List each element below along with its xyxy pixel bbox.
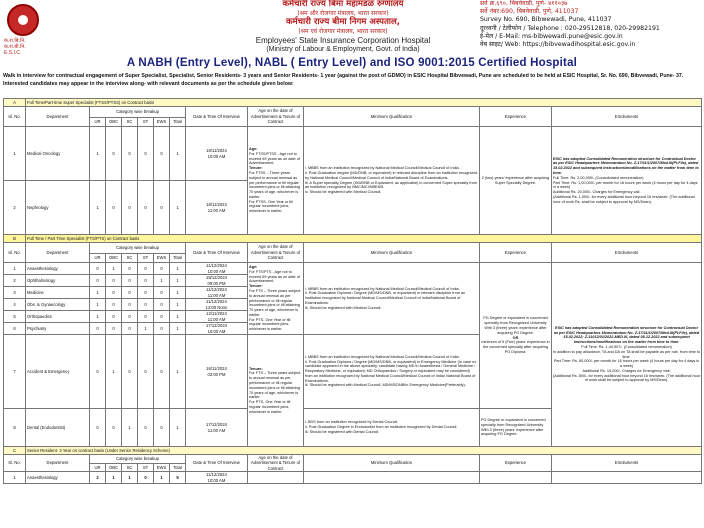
cell-sno: 1: [4, 472, 26, 484]
esic-logo: [7, 4, 39, 36]
cell-st: 0: [138, 409, 154, 447]
cell-age-tenure: [248, 127, 304, 235]
table-row: [4, 472, 702, 484]
cell-ews: 0: [154, 335, 170, 409]
section-title: Senior Resident- 3 Year on contract basis (Under Senior Residency Scheme): [26, 447, 702, 455]
cell-sc: 0: [122, 275, 138, 287]
column-header-row: [4, 243, 702, 254]
col-total: Total: [170, 118, 186, 127]
col-date-time: Date & Time Of Interview: [186, 243, 248, 263]
cell-sno: 7: [4, 335, 26, 409]
col-total: Total: [170, 464, 186, 472]
address-block: [480, 0, 702, 49]
col-ews: EWS: [154, 118, 170, 127]
cell-date-time: [186, 275, 248, 287]
cell-obc: 0: [106, 323, 122, 335]
cell-date-time: [186, 409, 248, 447]
intro-text: Walk in interview for contractual engagement of Super Specialist, Specialist, Senior Residents- 3 years and Senior Residents- 1 year (against the post of GDMO) in ESIC Hospital Bibvewadi, Pune are scheduled to be held at ESIC Hospital, Sr. No. 690, Bibvewadi, Pune- 37. Interested candidates may appear in the interview along- with relevant documents as per the schedule given below:: [3, 73, 684, 87]
tenure-pts: For PTS- One Year or till regular incumbent joins, whichever is earlier.: [249, 317, 291, 332]
interview-time: 11:00 AM: [207, 427, 226, 433]
cell-qualification: i. BDS from an institution recognized by Dental Council. ii. Post Graduation Degree in Endodontist from an institution recognized by Dental Council. iii. Should be registered with Dental Council.: [304, 409, 480, 447]
cell-st: 0: [138, 311, 154, 323]
emoluments-note: ESIC has adopted Consolidated Remuneration structure for Contractual Doctor as per ESIC Headquarters Memorandum No. Z-17/11/1/2007/Med.III(Pt.File), dated 15.02.2022; Z-11012/01/2022-MED.III, dated 08.12.2022 and subsequent instructions/modifications on the matter from time to time.: [553, 325, 700, 345]
cell-date-time: [186, 287, 248, 299]
cell-total: 1: [170, 323, 186, 335]
emoluments-full-time: Full Time: Rs. 1,44,907/- (Consolidated remuneration): [581, 344, 672, 349]
cell-obc: 0: [106, 311, 122, 323]
cell-total: 1: [170, 409, 186, 447]
cell-obc: 0: [106, 409, 122, 447]
cell-obc: 1: [106, 472, 122, 484]
cell-obc: 1: [106, 335, 122, 409]
tenure-ptss: For PTSS- One Year or till regular incumbent joins, whichever is earlier.: [249, 199, 293, 214]
tenure-heading: Tenure:: [249, 366, 263, 371]
section-c-header: [4, 447, 702, 455]
interview-date: 11/12/2024: [206, 287, 227, 293]
cell-obc: 0: [106, 181, 122, 235]
letterhead-center: [212, 0, 474, 54]
hindi-line-1: कर्मचारी राज्य बिमा महामंडळ रुग्णालय: [282, 0, 404, 9]
cell-date-time: [186, 127, 248, 181]
cell-sno: 8: [4, 409, 26, 447]
cell-date-time: [186, 263, 248, 275]
tenure-ftss: For FTSS – Three years subject to annual renewal as per performance or till regular incumbent joins or till attaining 70 years of age, whichever is earlier.: [249, 170, 300, 199]
cell-department: Anaesthesiology: [26, 263, 90, 275]
address-line: सर्वे क्र.६९०, बिबवेवाडी, पुणे- ४११०३७: [480, 0, 568, 7]
interview-time: 09:00 PM: [207, 280, 226, 286]
cell-obc: 0: [106, 127, 122, 181]
interview-time: 10:00 AM: [207, 153, 226, 159]
cell-age-tenure: [248, 335, 304, 447]
cell-ur: 1: [90, 299, 106, 311]
cell-department: Ophthalmology: [26, 275, 90, 287]
cell-ews: 0: [154, 299, 170, 311]
col-obc: OBC: [106, 254, 122, 263]
cell-ews: 1: [154, 472, 170, 484]
cell-obc: 1: [106, 263, 122, 275]
col-sno: Sl. No.: [4, 455, 26, 472]
cell-sc: 0: [122, 287, 138, 299]
col-st: ST: [138, 254, 154, 263]
col-sno: Sl. No.: [4, 243, 26, 263]
col-age: Age on the date of Advertisement & Tenure of Contract: [248, 243, 304, 263]
cell-department: Accident & Emergency: [26, 335, 90, 409]
interview-date: 18/11/2024: [206, 202, 227, 208]
age-heading: Age:: [249, 264, 258, 269]
col-obc: OBC: [106, 118, 122, 127]
cell-sno: 4: [4, 299, 26, 311]
col-sno: Sl. No.: [4, 107, 26, 127]
interview-time: 11:00 AM: [207, 207, 226, 213]
english-ministry: (Ministry of Labour & Employment, Govt. of India): [266, 46, 420, 53]
section-title: Full Time/Part-time Super Specialist (FTSS/PTSS) on Contract basis: [26, 99, 702, 107]
emoluments-additional-hour: (Additional Rs. 1,000/- for every additional hour beyond 16 hrs/week. (The additional hour of work Rs. shall be subject to approval by MS/Dean).: [553, 194, 695, 204]
cell-ews: 1: [154, 275, 170, 287]
cell-ur: 0: [90, 275, 106, 287]
col-category: Category wise breakup: [90, 107, 186, 118]
cell-sc: 0: [122, 263, 138, 275]
cell-department: Medicine: [26, 287, 90, 299]
emoluments-additional: Additional Rs. 20,000/- Charges for Emergency call.: [553, 190, 641, 195]
col-experience: Experience: [480, 455, 552, 472]
column-header-row: [4, 107, 702, 118]
cell-department: Orthopaedics: [26, 311, 90, 323]
tenure-heading: Tenure:: [249, 166, 263, 171]
col-department: Department: [26, 243, 90, 263]
col-experience: Experience: [480, 107, 552, 127]
interview-date: 17/12/2024: [206, 323, 227, 329]
age-text: For FTSS/PTSS - Age not to exceed 69 years as on date of Advertisement.: [249, 151, 300, 166]
cell-st: 0: [138, 263, 154, 275]
cell-st: 0: [138, 181, 154, 235]
tenure-fts: For FTS – Three years subject to annual renewal as per performance or till regular incumbent joins or till attaining 70 years of age, whichever is earlier.: [249, 288, 301, 317]
cell-qualification: i. MBBS from an institution recognized by National Medical Council/Medical Council of India. ii. Post Graduation Diploma / Degree (MD/MS/DNB, or equivalent) in relevant discipline from an institution recognized by National Medical Council/Medical Council of India/National Board of Examinations. iii. Should be registered with Medical Council.: [304, 263, 480, 335]
cell-ews: 0: [154, 287, 170, 299]
cell-department: Dental (Endodontist): [26, 409, 90, 447]
cell-st: 0: [138, 275, 154, 287]
cell-sc: 1: [122, 472, 138, 484]
tenure-heading: Tenure:: [249, 284, 263, 289]
cell-ews: 0: [154, 181, 170, 235]
tenure-fts: For FTS – Three years subject to annual renewal as per performance or till regular incumbent joins or till attaining 70 years of age, whichever is earlier.: [249, 371, 301, 400]
cell-sc: 0: [122, 323, 138, 335]
cell-total: 1: [170, 287, 186, 299]
cell-sno: 2: [4, 275, 26, 287]
cell-emoluments: [552, 263, 702, 447]
cell-sc: 0: [122, 127, 138, 181]
column-header-row: [4, 455, 702, 464]
cell-ur: 1: [90, 311, 106, 323]
logo-caption-hi2: क.रा.बी.नि.: [4, 44, 26, 50]
col-date-time: Date & Time Of Interview: [186, 455, 248, 472]
cell-date-time: [186, 472, 248, 484]
cell-sc: 0: [122, 299, 138, 311]
cell-sno: 5: [4, 311, 26, 323]
emoluments-note: ESIC has adopted Consolidated Remuneration structure for Contractual Doctor as per ESIC Headquarters Memorandum No. Z-17/11/1/2007/Med.III(Pt.File), dated 15.02.2022 and subsequent instructions/modifications on the matter from time to time.: [553, 156, 699, 175]
interview-date: 11/12/2024: [206, 263, 227, 269]
cell-qualification: [304, 472, 480, 484]
col-ur: UR: [90, 464, 106, 472]
telephone-line: दूरध्वनी / टेलीफोन / Telephone : 020-29512818, 020-29982191: [480, 24, 660, 32]
cell-ur: 0: [90, 335, 106, 409]
col-ews: EWS: [154, 464, 170, 472]
col-category: Category wise breakup: [90, 243, 186, 254]
cell-total: 1: [170, 181, 186, 235]
cell-department: Anaesthesiology: [26, 472, 90, 484]
col-category: Category wise breakup: [90, 455, 186, 464]
experience-or: OR: [512, 335, 519, 340]
col-st: ST: [138, 118, 154, 127]
section-letter: A: [4, 99, 26, 107]
cell-st: 0: [138, 472, 154, 484]
col-sc: SC: [122, 118, 138, 127]
col-ur: UR: [90, 118, 106, 127]
interview-date: 17/12/2024: [206, 422, 227, 428]
col-age: Age on the date of Advertisement & Tenure of Contract: [248, 107, 304, 127]
col-emoluments: Emoluments: [552, 243, 702, 263]
cell-total: 5: [170, 472, 186, 484]
cell-ur: 0: [90, 263, 106, 275]
col-qualification: Minimum Qualification: [304, 243, 480, 263]
cell-age-tenure: [248, 472, 304, 484]
emoluments-additional: Additional Rs. 15,000/- Charges for Emergency visit.: [582, 368, 671, 373]
cell-department: Medical Oncology: [26, 127, 90, 181]
cell-st: 0: [138, 287, 154, 299]
tenure-pts: For PTS- One Year or till regular incumbent joins, whichever is earlier.: [249, 400, 291, 414]
cell-obc: 0: [106, 287, 122, 299]
interview-date: 11/12/2024: [206, 472, 227, 478]
cell-sno: 1: [4, 127, 26, 181]
vacancy-table: [3, 98, 702, 484]
col-emoluments: Emoluments: [552, 455, 702, 472]
cell-department: Nephrology: [26, 181, 90, 235]
cell-qualification: i. MBBS from an institution recognized by National Medical Council/Medical Council of India. ii. Post Graduation Diploma / Degree (MD/MS/DNB, or equivalent) in Emergency Medicine (In case no candidate appeared in the above speciality, candidate having MD in Anaesthesia / General Medicine / Respiratory Medicine, or equivalent; MD Orthopaedics / Surgery or equivalent may be considered) from an institution recognized by National Medical Council/Medical Council of India/ National Board of Examinations. iii. Should be registered with Medical Council. MD/MS/DNB/In Emergency Medicine(Preferably).: [304, 335, 480, 409]
hindi-line-2: (श्रम और रोजगार मंत्रालय, भारत सरकार): [297, 10, 389, 17]
cell-experience: 2 (two) years' experience after acquiring Super Specialty Degree.: [480, 127, 552, 235]
cell-total: 1: [170, 335, 186, 409]
cell-experience: [480, 472, 552, 484]
experience-alt: minimum of 5 (Five) years' experience in the concerned specialty after acquiring PG Diploma.: [481, 340, 550, 354]
cell-sno: 2: [4, 181, 26, 235]
cell-total: 1: [170, 299, 186, 311]
interview-time: 11:00 AM: [207, 292, 226, 298]
address-line: Survey No. 690, Bibwewadi, Pune, 411037: [480, 16, 612, 24]
cell-date-time: [186, 299, 248, 311]
table-row: [4, 263, 702, 275]
cell-ews: 0: [154, 127, 170, 181]
cell-st: 0: [138, 299, 154, 311]
cell-obc: 0: [106, 275, 122, 287]
cell-department: Obs. & Gynaecology: [26, 299, 90, 311]
cell-date-time: [186, 311, 248, 323]
cell-experience: [480, 263, 552, 409]
cell-ur: 1: [90, 127, 106, 181]
section-letter: C: [4, 447, 26, 455]
cell-ews: 0: [154, 409, 170, 447]
interview-time: 10:00 AM: [207, 477, 226, 483]
interview-date: 16/11/2024: [206, 366, 227, 372]
emoluments-part-time: Part Time: Rs. 60,000/- per month for 16 hours per week (4 hours per day for 4 days in a week): [553, 359, 700, 369]
email-line: ई-मेल / E-Mail: ms-bibwewadi.pune@esic.gov.in: [480, 32, 623, 40]
cell-emoluments: [552, 127, 702, 235]
cell-sc: 0: [122, 181, 138, 235]
interview-time: 02:00 PM: [207, 371, 226, 377]
logo-caption-en: E.S.I.C.: [4, 50, 22, 56]
cell-ews: 0: [154, 263, 170, 275]
section-title: Full Time / Part Time Specialist (FTS/PTS) on Contract basis: [26, 235, 702, 243]
interview-time: 11:00 AM: [207, 316, 226, 322]
col-total: Total: [170, 254, 186, 263]
cell-ur: 0: [90, 409, 106, 447]
website-line: वेब साइट/ Web: https://bibvewadihospital.esic.gov.in: [480, 41, 636, 49]
cell-ur: 2: [90, 472, 106, 484]
col-st: ST: [138, 464, 154, 472]
cell-ur: 1: [90, 181, 106, 235]
col-obc: OBC: [106, 464, 122, 472]
table-row: [4, 127, 702, 181]
interview-date: 11/12/2024: [206, 299, 227, 305]
cell-emoluments: [552, 472, 702, 484]
emoluments-part-time: Part Time: Rs. 1,00,000/- per month for 16 hours per week (4 hours per day for 4 days in a week): [553, 180, 698, 190]
cell-st: 0: [138, 335, 154, 409]
col-sc: SC: [122, 464, 138, 472]
cell-total: 1: [170, 275, 186, 287]
emoluments-full-time: Full Time: Rs. 2,00,000/- (Consolidated remuneration): [553, 175, 644, 180]
col-qualification: Minimum Qualification: [304, 107, 480, 127]
cell-experience: PG Degree or equivalent in concerned specialty from Recognized University With 3 (three) years' experience after acquiring PG Degree.: [480, 409, 552, 447]
hindi-line-4: (श्रम एवं रोजगार मंत्रालय, भारत सरकार): [298, 28, 388, 35]
interview-date: 12/11/2024: [206, 311, 227, 317]
cell-date-time: [186, 335, 248, 409]
cell-st: 1: [138, 323, 154, 335]
hindi-line-3: कर्मचारी राज्य बीमा निगम अस्पताल,: [286, 17, 400, 27]
cell-sno: 3: [4, 287, 26, 299]
col-sc: SC: [122, 254, 138, 263]
emoluments-full-time-extra: In addition to pay allowance, TA and DA on TA shall be payable as per rule, from time to time.: [553, 349, 701, 359]
cell-total: 1: [170, 311, 186, 323]
section-a-header: [4, 99, 702, 107]
cell-qualification: i. MBBS from an institution recognized by National Medical Council/Medical Council of India. ii. Post Graduation degree (MD/DNB, or equivalent) in relevant discipline from an institution recognized by National Medical Council/Medical Council of India/National Board of Examinations. iii. A Super specialty Degree (DM/DNB or Equivalent, as applicable) in concerned Super-specialty from an institution recognized by NMC/MCI/NBEMS. iv. Should be registered with Medical Council.: [304, 127, 480, 235]
cell-age-tenure: [248, 263, 304, 335]
col-department: Department: [26, 107, 90, 127]
cell-sc: 0: [122, 335, 138, 409]
letterhead: [0, 0, 704, 74]
interview-time: 10:00 AM: [207, 328, 226, 334]
cell-date-time: [186, 323, 248, 335]
col-ews: EWS: [154, 254, 170, 263]
cell-sno: 1: [4, 263, 26, 275]
col-emoluments: Emoluments: [552, 107, 702, 127]
cell-obc: 0: [106, 299, 122, 311]
english-title: Employees' State Insurance Corporation Hospital: [255, 36, 431, 45]
age-text: For FTS/PTS - Age not to exceed 69 years as on date of Advertisement.: [249, 269, 300, 284]
col-age: Age on the date of Advertisement & Tenure of Contract: [248, 455, 304, 472]
interview-date: 19/12/2024: [206, 275, 227, 281]
col-qualification: Minimum Qualification: [304, 455, 480, 472]
interview-time: 12:00 Noon: [205, 304, 228, 310]
cell-department: Psychiatry: [26, 323, 90, 335]
cell-total: 1: [170, 263, 186, 275]
col-ur: UR: [90, 254, 106, 263]
cell-ur: 0: [90, 323, 106, 335]
cell-ews: 0: [154, 323, 170, 335]
cell-sno: 6: [4, 323, 26, 335]
col-department: Department: [26, 455, 90, 472]
emoluments-additional-hour: (Additional Rs. 800/- for every additional hour beyond 16 hrs/week. (The additional hour of work shall be subject to approval by MS/Dean).: [553, 373, 701, 383]
cell-total: 1: [170, 127, 186, 181]
col-experience: Experience: [480, 243, 552, 263]
cell-sc: 0: [122, 311, 138, 323]
col-date-time: Date & Time Of Interview: [186, 107, 248, 127]
cell-st: 0: [138, 127, 154, 181]
experience-text: PG Degree or equivalent in concerned specialty from Recognized University With 3 (three) years' experience after acquiring PG Degree.: [483, 316, 548, 335]
age-heading: Age:: [249, 146, 258, 151]
cell-date-time: [186, 181, 248, 235]
cell-ews: 0: [154, 311, 170, 323]
interview-date: 18/11/2024: [206, 148, 227, 154]
certification-banner: A NABH (Entry Level), NABL ( Entry Level) and ISO 9001:2015 Certified Hospital: [126, 57, 578, 69]
interview-time: 10:00 AM: [207, 268, 226, 274]
logo-caption-hi: क.रा.बि.नि.: [4, 38, 26, 44]
address-line: सर्वे नंबर:690, बिबवेवाडी, पुणे, 411037: [480, 8, 579, 16]
section-letter: B: [4, 235, 26, 243]
cell-ur: 1: [90, 287, 106, 299]
section-b-header: [4, 235, 702, 243]
cell-sc: 1: [122, 409, 138, 447]
